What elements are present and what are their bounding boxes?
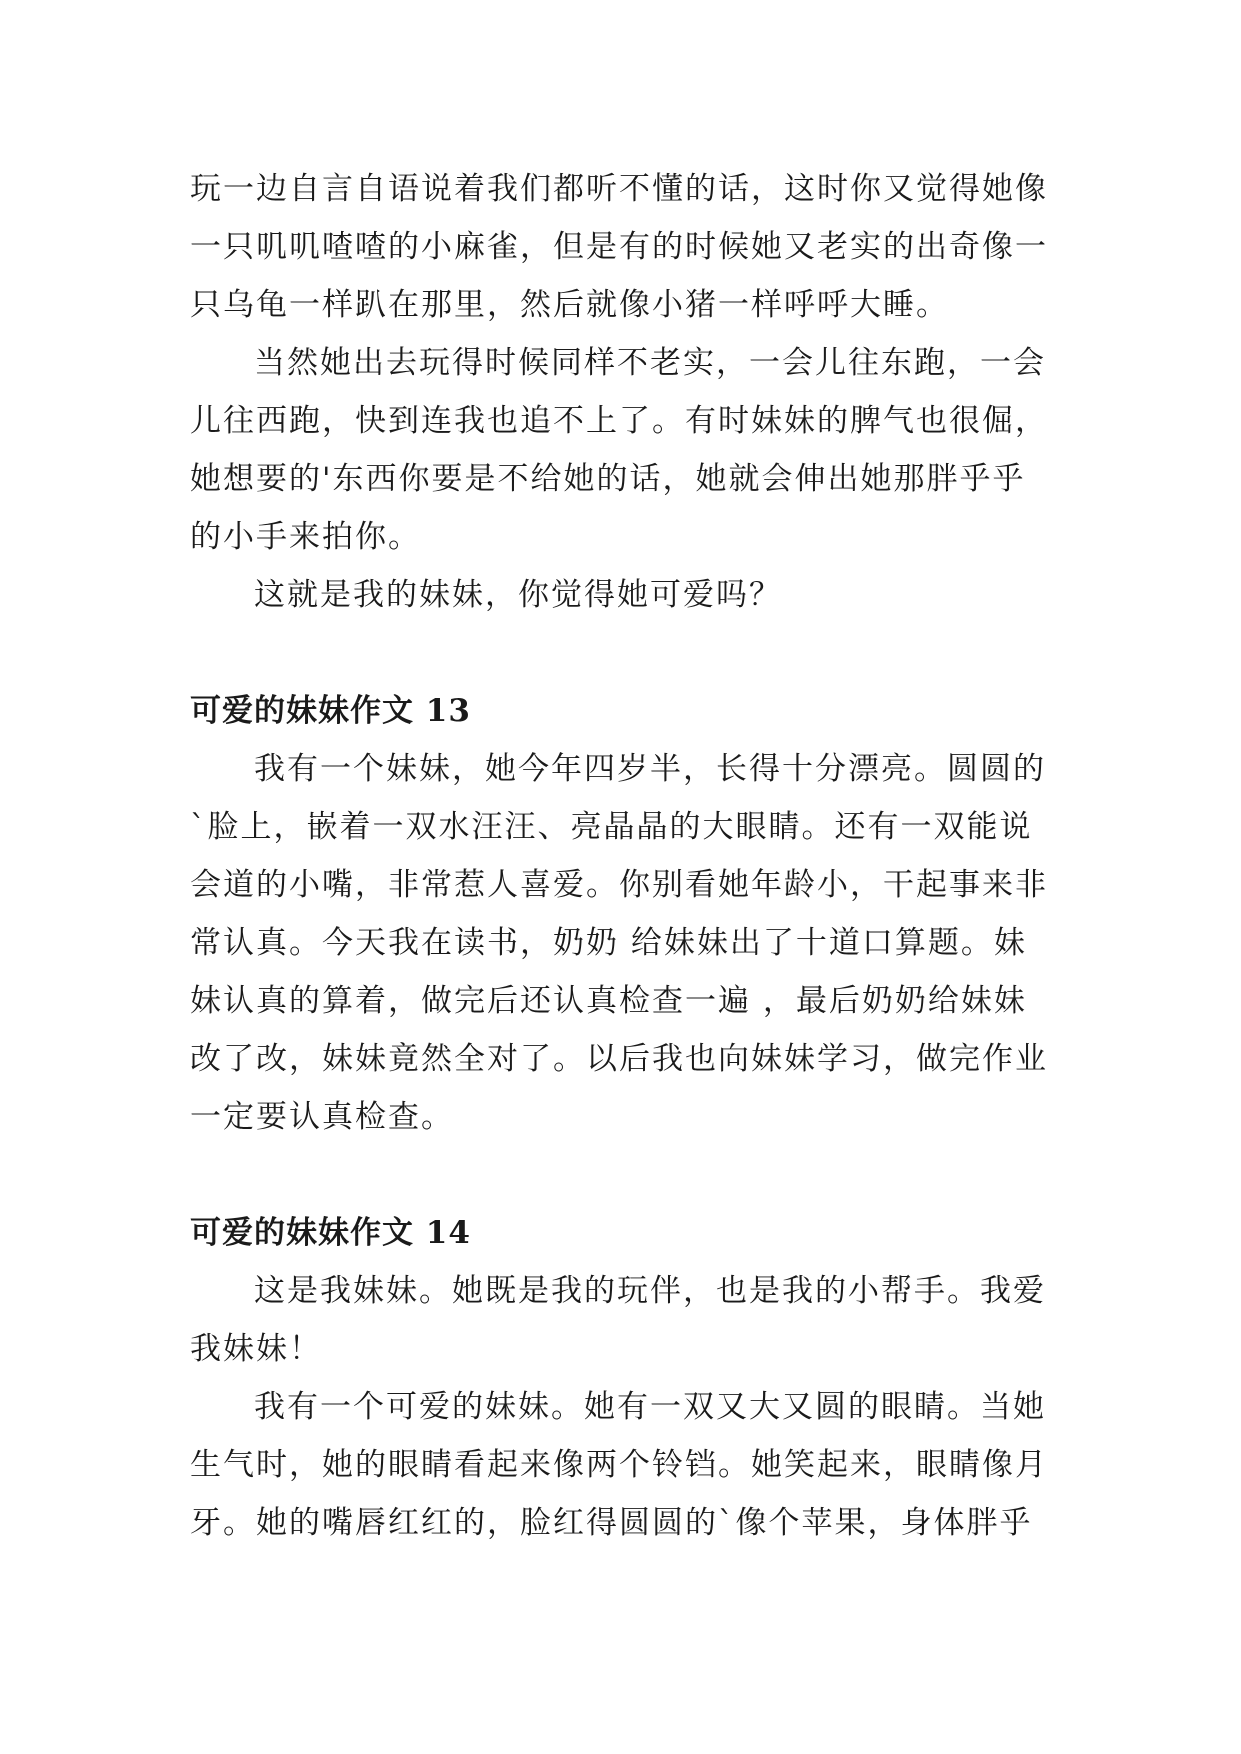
text-line: 这是我妹妹。她既是我的玩伴，也是我的小帮手。我爱 <box>254 1273 1046 1309</box>
text-line: 她想要的'东西你要是不给她的话，她就会伸出她那胖乎乎 <box>190 461 1026 497</box>
paragraph <box>190 1262 1060 1378</box>
text-line: `脸上，嵌着一双水汪汪、亮晶晶的大眼睛。还有一双能说 <box>190 809 1033 845</box>
text-line: 当然她出去玩得时候同样不老实，一会儿往东跑，一会 <box>254 345 1046 381</box>
paragraph <box>190 160 1060 334</box>
section-spacer <box>190 624 1060 682</box>
section-spacer <box>190 1146 1060 1204</box>
text-line: 改了改，妹妹竟然全对了。以后我也向妹妹学习，做完作业 <box>190 1041 1048 1077</box>
text-line: 会道的小嘴，非常惹人喜爱。你别看她年龄小，干起事来非 <box>190 867 1048 903</box>
section-continuation <box>190 160 1060 624</box>
text-line: 只乌龟一样趴在那里，然后就像小猪一样呼呼大睡。 <box>190 287 949 323</box>
section-essay-14 <box>190 1204 1060 1552</box>
text-line: 常认真。今天我在读书，奶奶 给妹妹出了十道口算题。妹 <box>190 925 1027 961</box>
paragraph <box>190 334 1060 566</box>
text-line: 儿往西跑，快到连我也追不上了。有时妹妹的脾气也很倔， <box>190 403 1048 439</box>
section-heading: 可爱的妹妹作文 13 <box>190 693 471 729</box>
text-line: 一定要认真检查。 <box>190 1099 454 1135</box>
paragraph <box>190 566 1060 624</box>
section-heading: 可爱的妹妹作文 14 <box>190 1215 471 1251</box>
text-line: 玩一边自言自语说着我们都听不懂的话，这时你又觉得她像 <box>190 171 1048 207</box>
text-line: 一只叽叽喳喳的小麻雀，但是有的时候她又老实的出奇像一 <box>190 229 1048 265</box>
text-line: 我有一个可爱的妹妹。她有一双又大又圆的眼睛。当她 <box>254 1389 1046 1425</box>
section-essay-13 <box>190 682 1060 1146</box>
text-line: 牙。她的嘴唇红红的，脸红得圆圆的`像个苹果，身体胖乎 <box>190 1505 1033 1541</box>
text-line: 我有一个妹妹，她今年四岁半，长得十分漂亮。圆圆的 <box>254 751 1046 787</box>
text-line: 的小手来拍你。 <box>190 519 421 555</box>
paragraph <box>190 1378 1060 1552</box>
paragraph <box>190 740 1060 1146</box>
document-body <box>190 160 1060 1552</box>
text-line: 这就是我的妹妹，你觉得她可爱吗？ <box>254 577 782 613</box>
text-line: 我妹妹！ <box>190 1331 322 1367</box>
text-line: 生气时，她的眼睛看起来像两个铃铛。她笑起来，眼睛像月 <box>190 1447 1048 1483</box>
text-line: 妹认真的算着，做完后还认真检查一遍 ，最后奶奶给妹妹 <box>190 983 1027 1019</box>
